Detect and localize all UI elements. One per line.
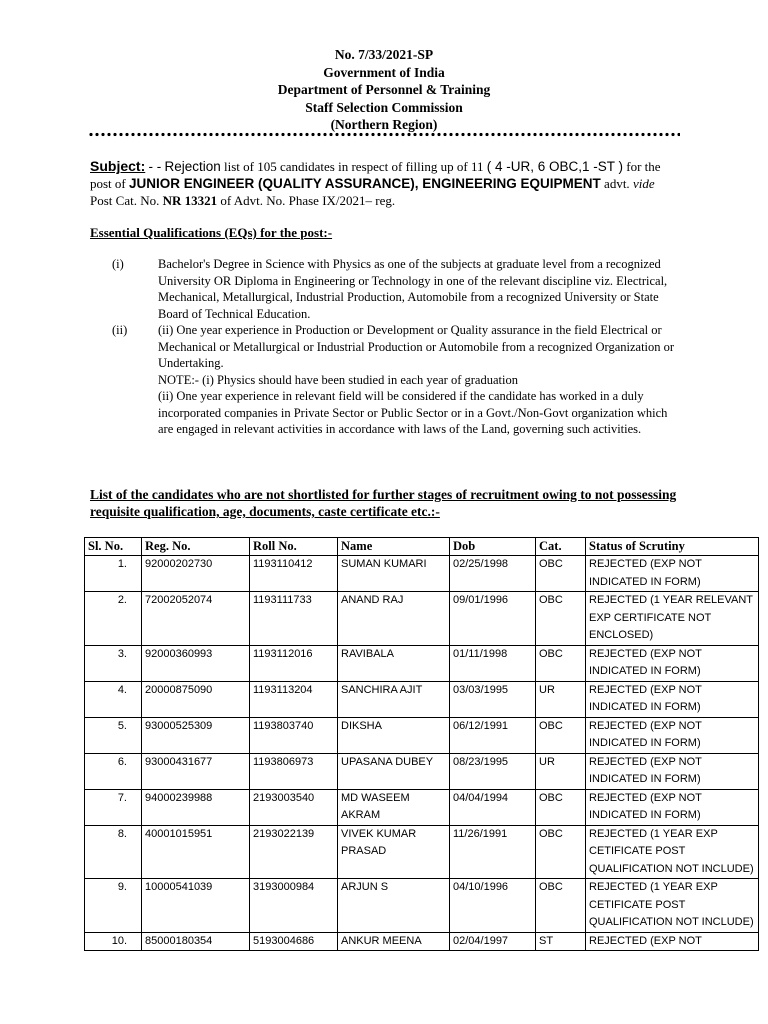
cell-name: DIKSHA	[338, 717, 450, 753]
cell-dob: 04/04/1994	[450, 789, 536, 825]
cell-name: SANCHIRA AJIT	[338, 681, 450, 717]
eq-list	[112, 256, 682, 438]
subject-advt: advt.	[604, 176, 630, 191]
cell-reg-no: 92000202730	[142, 556, 250, 592]
cell-status: REJECTED (1 YEAR EXP CETIFICATE POST QUALIFICATION NOT INCLUDE)	[586, 825, 759, 879]
cell-roll-no: 5193004686	[250, 932, 338, 951]
order-number: No. 7/33/2021-SP	[334, 47, 434, 62]
cell-category: OBC	[536, 879, 586, 933]
cell-category: OBC	[536, 645, 586, 681]
cell-category: OBC	[536, 825, 586, 879]
post-category-number: NR 13321	[162, 193, 218, 208]
department-name: Department of Personnel & Training	[277, 82, 491, 97]
cell-dob: 09/01/1996	[450, 592, 536, 646]
subject-rejection: Rejection	[164, 159, 221, 174]
cell-sl-no: 2.	[85, 592, 142, 646]
table-row	[85, 681, 759, 717]
cell-dob: 06/12/1991	[450, 717, 536, 753]
cell-sl-no: 5.	[85, 717, 142, 753]
table-row	[85, 825, 759, 879]
subject-vide: vide	[632, 176, 655, 191]
cell-dob: 03/03/1995	[450, 681, 536, 717]
eq-item-text	[158, 322, 682, 438]
cell-status: REJECTED (1 YEAR EXP CETIFICATE POST QUALIFICATION NOT INCLUDE)	[586, 879, 759, 933]
subject-label: Subject:	[90, 158, 146, 174]
header-dob: Dob	[450, 538, 536, 556]
table-header-row	[85, 538, 759, 556]
header-name: Name	[338, 538, 450, 556]
eq-item	[112, 322, 682, 438]
eq-item	[112, 256, 682, 322]
cell-name: UPASANA DUBEY	[338, 753, 450, 789]
cell-category: OBC	[536, 592, 586, 646]
cell-category: OBC	[536, 789, 586, 825]
cell-reg-no: 20000875090	[142, 681, 250, 717]
cell-sl-no: 10.	[85, 932, 142, 951]
eq-item-body: (ii) One year experience in Production or Development or Quality assurance in the field Electrical or Mechanical or Metallurgical or Industrial Production or Automobile from a recognized Organization or Undertaking.	[158, 323, 675, 370]
cell-roll-no: 1193110412	[250, 556, 338, 592]
cell-name: MD WASEEM AKRAM	[338, 789, 450, 825]
cell-roll-no: 1193806973	[250, 753, 338, 789]
cell-roll-no: 3193000984	[250, 879, 338, 933]
rejection-list-heading: List of the candidates who are not shortlisted for further stages of recruitment owing to not possessing requisite qualification, age, documents, caste certificate etc.:-	[90, 487, 677, 519]
cell-status: REJECTED (EXP NOT INDICATED IN FORM)	[586, 645, 759, 681]
subject-text-2: for the post of	[90, 159, 661, 191]
cell-status: REJECTED (EXP NOT	[586, 932, 759, 951]
cell-name: SUMAN KUMARI	[338, 556, 450, 592]
cell-category: UR	[536, 681, 586, 717]
government-name: Government of India	[323, 64, 445, 80]
cell-status: REJECTED (EXP NOT INDICATED IN FORM)	[586, 789, 759, 825]
cell-reg-no: 85000180354	[142, 932, 250, 951]
subject-text-3: Post Cat. No.	[90, 193, 160, 208]
cell-roll-no: 2193022139	[250, 825, 338, 879]
cell-status: REJECTED (EXP NOT INDICATED IN FORM)	[586, 717, 759, 753]
eq-item-text: Bachelor's Degree in Science with Physics as one of the subjects at graduate level from a recognized University OR Diploma in Engineering or Technology in one of the relevant discipline viz. Electrical, Mechanical, Metallurgical, Industrial Production, Automobile from a recognized University or State Board of Technical Education.	[158, 257, 668, 321]
header-status: Status of Scrutiny	[586, 538, 759, 556]
cell-status: REJECTED (1 YEAR RELEVANT EXP CERTIFICATE NOT ENCLOSED)	[586, 592, 759, 646]
cell-reg-no: 93000431677	[142, 753, 250, 789]
commission-name: Staff Selection Commission	[305, 99, 463, 115]
cell-sl-no: 3.	[85, 645, 142, 681]
cell-sl-no: 7.	[85, 789, 142, 825]
cell-name: ANAND RAJ	[338, 592, 450, 646]
cell-reg-no: 94000239988	[142, 789, 250, 825]
cell-category: OBC	[536, 556, 586, 592]
cell-sl-no: 1.	[85, 556, 142, 592]
cell-status: REJECTED (EXP NOT INDICATED IN FORM)	[586, 556, 759, 592]
cell-sl-no: 8.	[85, 825, 142, 879]
cell-name: VIVEK KUMAR PRASAD	[338, 825, 450, 879]
eq-note-2: (ii) One year experience in relevant field will be considered if the candidate has worked in a duly incorporated companies in Private Sector or Public Sector or in a Govt./Non-Govt organization which are engaged in relevant activities in accordance with laws of the Land, governing such activities.	[158, 389, 668, 436]
table-row	[85, 592, 759, 646]
cell-dob: 08/23/1995	[450, 753, 536, 789]
subject-text-1: list of 105 candidates in respect of filling up of 11	[224, 159, 484, 174]
table-row	[85, 879, 759, 933]
cell-dob: 04/10/1996	[450, 879, 536, 933]
cell-reg-no: 10000541039	[142, 879, 250, 933]
cell-status: REJECTED (EXP NOT INDICATED IN FORM)	[586, 753, 759, 789]
cell-roll-no: 1193803740	[250, 717, 338, 753]
candidates-table	[84, 537, 759, 951]
table-row	[85, 753, 759, 789]
document-header	[0, 46, 768, 134]
cell-dob: 11/26/1991	[450, 825, 536, 879]
cell-category: UR	[536, 753, 586, 789]
subject-dashes: - -	[148, 159, 162, 174]
cell-name: ANKUR MEENA	[338, 932, 450, 951]
cell-dob: 02/04/1997	[450, 932, 536, 951]
cell-name: ARJUN S	[338, 879, 450, 933]
cell-reg-no: 40001015951	[142, 825, 250, 879]
eq-heading: Essential Qualifications (EQs) for the post:-	[90, 225, 333, 240]
cell-roll-no: 1193113204	[250, 681, 338, 717]
eq-item-number: (ii)	[112, 323, 128, 337]
dotted-divider	[88, 132, 680, 137]
cell-sl-no: 6.	[85, 753, 142, 789]
cell-dob: 02/25/1998	[450, 556, 536, 592]
table-row	[85, 645, 759, 681]
subject-paragraph	[90, 158, 680, 209]
cell-sl-no: 9.	[85, 879, 142, 933]
eq-note-1: NOTE:- (i) Physics should have been studied in each year of graduation	[158, 372, 518, 387]
header-roll-no: Roll No.	[250, 538, 338, 556]
table-row	[85, 789, 759, 825]
header-reg-no: Reg. No.	[142, 538, 250, 556]
cell-reg-no: 93000525309	[142, 717, 250, 753]
eq-item-number: (i)	[112, 257, 124, 271]
post-name: JUNIOR ENGINEER (QUALITY ASSURANCE), ENGINEERING EQUIPMENT	[129, 176, 601, 191]
cell-roll-no: 1193112016	[250, 645, 338, 681]
region-name: (Northern Region)	[330, 117, 438, 132]
cell-status: REJECTED (EXP NOT INDICATED IN FORM)	[586, 681, 759, 717]
cell-category: ST	[536, 932, 586, 951]
cell-dob: 01/11/1998	[450, 645, 536, 681]
table-row	[85, 932, 759, 951]
subject-posts: ( 4 -UR, 6 OBC,1 -ST )	[486, 159, 624, 174]
header-sl-no: Sl. No.	[85, 538, 142, 556]
table-row	[85, 556, 759, 592]
cell-sl-no: 4.	[85, 681, 142, 717]
subject-text-4: of Advt. No. Phase IX/2021– reg.	[220, 193, 396, 208]
table-row	[85, 717, 759, 753]
cell-name: RAVIBALA	[338, 645, 450, 681]
cell-roll-no: 2193003540	[250, 789, 338, 825]
header-category: Cat.	[536, 538, 586, 556]
cell-reg-no: 72002052074	[142, 592, 250, 646]
cell-category: OBC	[536, 717, 586, 753]
cell-roll-no: 1193111733	[250, 592, 338, 646]
cell-reg-no: 92000360993	[142, 645, 250, 681]
